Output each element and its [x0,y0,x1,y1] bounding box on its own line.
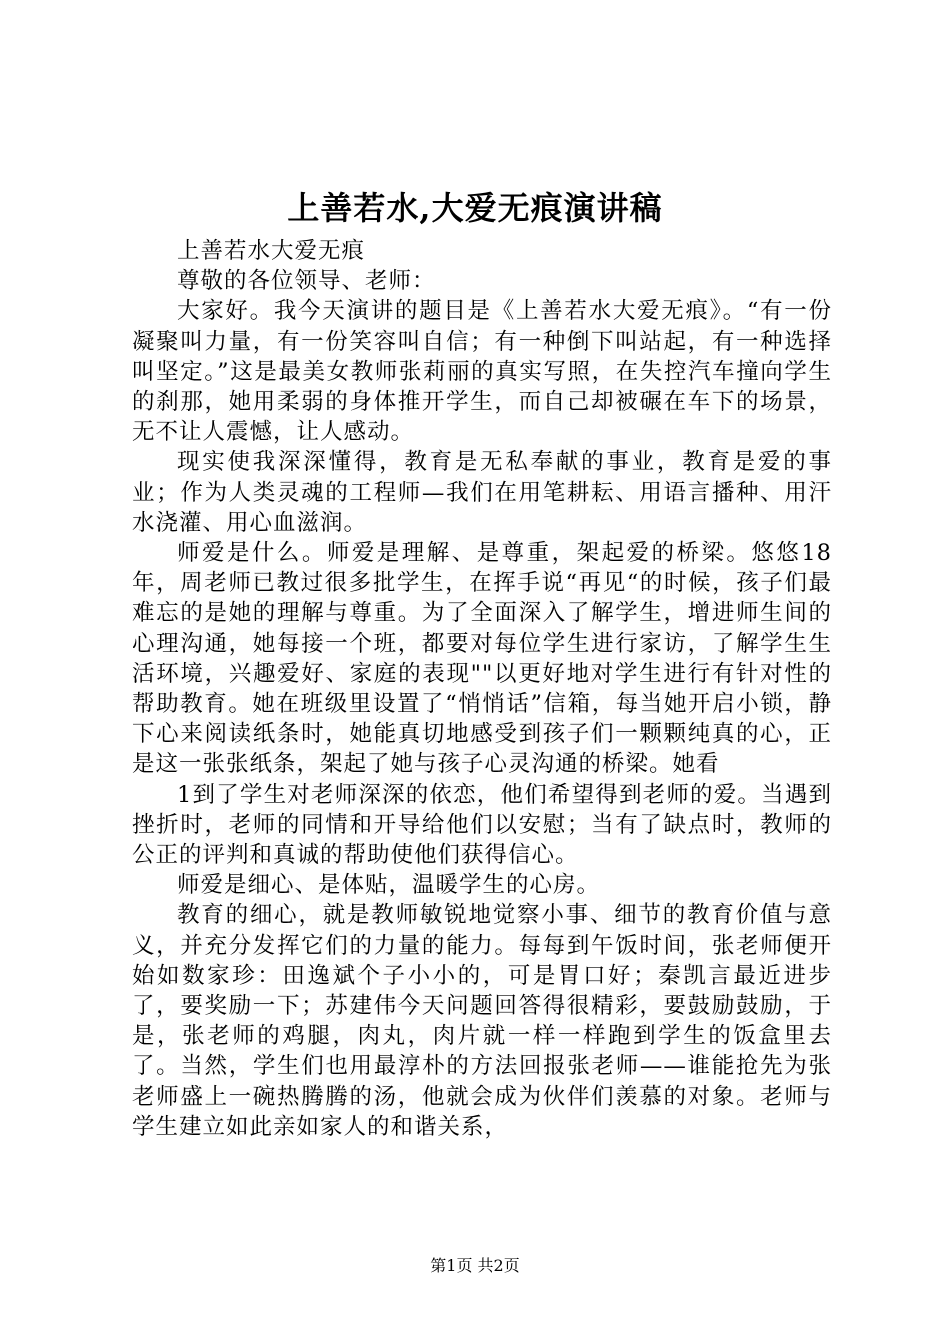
paragraph: 师爱是细心、是体贴，温暖学生的心房。 [177,872,601,899]
paragraph: 师爱是什么。师爱是理解、是尊重，架起爱的桥梁。悠悠18年，周老师已教过很多批学生，在挥手说“再见“的时候，孩子们最难忘的是她的理解与尊重。为了全面深入了解学生，增进师生间的心理沟通，她每接一个班，都要对每位学生进行家访，了解学生生活环境，兴趣爱好、家庭的表现""以更好地对学生进行有针对性的帮助教育。她在班级里设置了“悄悄话”信箱，每当她开启小锁，静下心来阅读纸条时，她能真切地感受到孩子们一颗颗纯真的心，正是这一张张纸条，架起了她与孩子心灵沟通的桥梁。她看 [132,540,832,778]
paragraph: 现实使我深深懂得，教育是无私奉献的事业，教育是爱的事业；作为人类灵魂的工程师—我们在用笔耕耘、用语言播种、用汗水浇灌、用心血滋润。 [132,449,832,536]
page-footer: 第1页 共2页 [430,1256,520,1275]
paragraph: 大家好。我今天演讲的题目是《上善若水大爱无痕》。“有一份凝聚叫力量，有一份笑容叫自信；有一种倒下叫站起，有一种选择叫坚定。”这是最美女教师张莉丽的真实写照，在失控汽车撞向学生的刹那，她用柔弱的身体推开学生，而自己却被碾在车下的场景，无不让人震憾，让人感动。 [132,298,832,446]
paragraph-salutation: 尊敬的各位领导、老师： [177,268,436,295]
document-title: 上善若水,大爱无痕演讲稿 [287,189,663,227]
document-body [132,236,832,1142]
paragraph-subtitle: 上善若水大爱无痕 [177,238,366,264]
paragraph: 1到了学生对老师深深的依恋，他们希望得到老师的爱。当遇到挫折时，老师的同情和开导给他们以安慰；当有了缺点时，教师的公正的评判和真诚的帮助使他们获得信心。 [132,781,832,869]
paragraph: 教育的细心，就是教师敏锐地觉察小事、细节的教育价值与意义，并充分发挥它们的力量的能力。每每到午饭时间，张老师便开始如数家珍：田逸斌个子小小的，可是胃口好；秦凯言最近进步了，要奖励一下；苏建伟今天问题回答得很精彩，要鼓励鼓励，于是，张老师的鸡腿，肉丸，肉片就一样一样跑到学生的饭盒里去了。当然，学生们也用最淳朴的方法回报张老师——谁能抢先为张老师盛上一碗热腾腾的汤，他就会成为伙伴们羡慕的对象。老师与学生建立如此亲如家人的和谐关系， [132,902,832,1140]
